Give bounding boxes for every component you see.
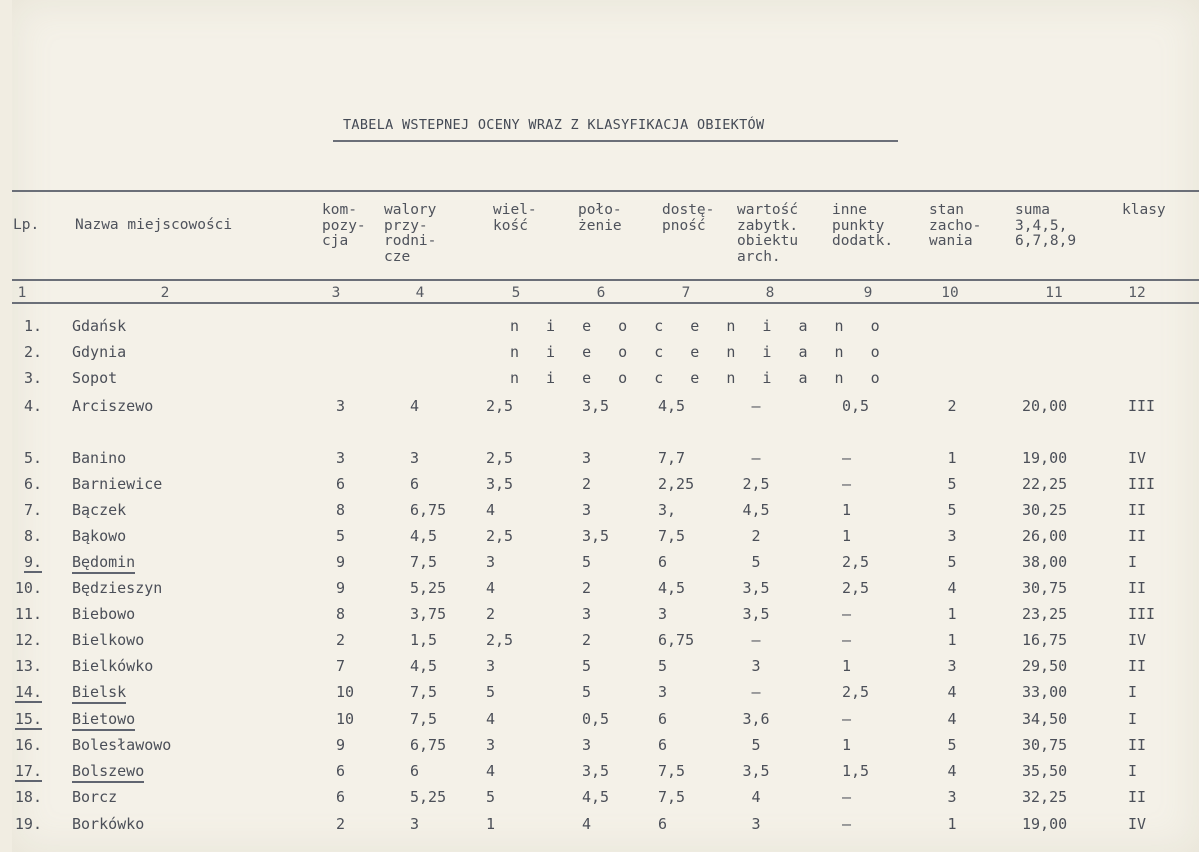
cell-c11: 19,00 — [1022, 449, 1068, 467]
numbering-bottom-rule — [12, 302, 1199, 304]
cell-c6: 2 — [582, 631, 592, 649]
cell-c11: 16,75 — [1022, 631, 1068, 649]
cell-c8: 2 — [751, 527, 761, 545]
cell-c9: – — [842, 788, 852, 806]
cell-c8: – — [751, 683, 761, 701]
cell-c7: 7,5 — [658, 762, 686, 780]
cell-c8: 3 — [751, 657, 761, 675]
cell-c5: 2 — [486, 605, 496, 623]
cell-c10: 1 — [947, 815, 957, 833]
row-number: 13. — [14, 657, 42, 675]
column-header: suma 3,4,5, 6,7,8,9 — [1015, 202, 1077, 249]
column-number: 9 — [863, 285, 873, 301]
cell-c3: 2 — [336, 815, 346, 833]
row-number: 15. — [14, 710, 42, 728]
cell-c7: 7,7 — [658, 449, 686, 467]
cell-c4: 1,5 — [410, 631, 438, 649]
cell-c12: I — [1128, 710, 1138, 728]
cell-c8: 3,5 — [742, 762, 770, 780]
cell-c12: I — [1128, 762, 1138, 780]
cell-c6: 4,5 — [582, 788, 610, 806]
column-header: klasy — [1122, 202, 1166, 218]
cell-c9: 1,5 — [842, 762, 870, 780]
cell-c3: 10 — [336, 710, 355, 728]
cell-c8: 4,5 — [742, 501, 770, 519]
place-name: Barniewice — [72, 475, 163, 493]
cell-c3: 8 — [336, 605, 346, 623]
cell-c10: 5 — [947, 501, 957, 519]
cell-c9: 2,5 — [842, 683, 870, 701]
cell-c11: 30,25 — [1022, 501, 1068, 519]
cell-c10: 1 — [947, 631, 957, 649]
cell-c12: I — [1128, 683, 1138, 701]
cell-c11: 20,00 — [1022, 397, 1068, 415]
column-header: dostę- pność — [662, 202, 715, 234]
cell-c5: 3 — [486, 736, 496, 754]
cell-c4: 3,75 — [410, 605, 447, 623]
cell-c11: 33,00 — [1022, 683, 1068, 701]
cell-c4: 4,5 — [410, 527, 438, 545]
cell-c8: 3,5 — [742, 579, 770, 597]
cell-c4: 3 — [410, 815, 420, 833]
row-number: 11. — [14, 605, 42, 623]
cell-c3: 10 — [336, 683, 355, 701]
cell-c10: 1 — [947, 605, 957, 623]
column-number: 11 — [1045, 285, 1063, 301]
cell-c6: 5 — [582, 553, 592, 571]
cell-c3: 9 — [336, 736, 346, 754]
cell-c5: 4 — [486, 710, 496, 728]
cell-c7: 2,25 — [658, 475, 695, 493]
cell-c6: 5 — [582, 657, 592, 675]
cell-c9: – — [842, 605, 852, 623]
cell-c3: 9 — [336, 579, 346, 597]
cell-c6: 0,5 — [582, 710, 610, 728]
place-name: Biebowo — [72, 605, 136, 623]
cell-c12: II — [1128, 579, 1147, 597]
cell-c5: 2,5 — [486, 631, 514, 649]
cell-c9: 1 — [842, 527, 852, 545]
cell-c5: 4 — [486, 762, 496, 780]
not-rated-note: n i e o c e n i a n o — [510, 317, 889, 335]
cell-c10: 4 — [947, 579, 957, 597]
cell-c12: II — [1128, 657, 1147, 675]
cell-c11: 30,75 — [1022, 736, 1068, 754]
cell-c4: 6,75 — [410, 736, 447, 754]
cell-c6: 3 — [582, 501, 592, 519]
cell-c8: 2,5 — [742, 475, 770, 493]
column-number: 12 — [1128, 285, 1146, 301]
column-header: wartość zabytk. obiektu arch. — [737, 202, 799, 265]
cell-c7: 4,5 — [658, 397, 686, 415]
cell-c8: 5 — [751, 553, 761, 571]
cell-c7: 3, — [658, 501, 677, 519]
column-header: inne punkty dodatk. — [832, 202, 894, 249]
cell-c12: II — [1128, 788, 1147, 806]
document-title: TABELA WSTEPNEJ OCENY WRAZ Z KLASYFIKACJA OBIEKTÓW — [343, 117, 765, 133]
cell-c6: 3,5 — [582, 397, 610, 415]
cell-c10: 2 — [947, 397, 957, 415]
cell-c6: 3 — [582, 449, 592, 467]
cell-c12: II — [1128, 527, 1147, 545]
cell-c11: 30,75 — [1022, 579, 1068, 597]
cell-c9: – — [842, 815, 852, 833]
cell-c7: 3 — [658, 605, 668, 623]
row-number: 1. — [23, 317, 42, 335]
row-number: 12. — [14, 631, 42, 649]
column-number: 8 — [765, 285, 775, 301]
cell-c8: – — [751, 631, 761, 649]
row-number: 3. — [23, 369, 42, 387]
cell-c3: 8 — [336, 501, 346, 519]
cell-c10: 3 — [947, 527, 957, 545]
cell-c11: 32,25 — [1022, 788, 1068, 806]
cell-c3: 7 — [336, 657, 346, 675]
not-rated-note: n i e o c e n i a n o — [510, 369, 889, 387]
cell-c11: 34,50 — [1022, 710, 1068, 728]
place-name: Bolesławowo — [72, 736, 172, 754]
cell-c10: 4 — [947, 762, 957, 780]
cell-c4: 7,5 — [410, 683, 438, 701]
cell-c10: 3 — [947, 657, 957, 675]
table-top-rule — [12, 190, 1199, 192]
row-number: 8. — [23, 527, 42, 545]
cell-c7: 6 — [658, 736, 668, 754]
column-number: 5 — [511, 285, 521, 301]
place-name: Gdynia — [72, 343, 127, 361]
row-number: 5. — [23, 449, 42, 467]
row-number: 14. — [14, 683, 42, 701]
place-name: Bąkowo — [72, 527, 127, 545]
cell-c3: 3 — [336, 397, 346, 415]
cell-c3: 3 — [336, 449, 346, 467]
column-number: 2 — [160, 285, 170, 301]
cell-c6: 3 — [582, 605, 592, 623]
cell-c7: 6 — [658, 815, 668, 833]
cell-c6: 4 — [582, 815, 592, 833]
cell-c12: IV — [1128, 449, 1147, 467]
cell-c11: 19,00 — [1022, 815, 1068, 833]
cell-c3: 5 — [336, 527, 346, 545]
cell-c5: 4 — [486, 579, 496, 597]
cell-c3: 6 — [336, 475, 346, 493]
cell-c6: 2 — [582, 579, 592, 597]
cell-c5: 2,5 — [486, 397, 514, 415]
place-name: Bielsk — [72, 683, 126, 704]
row-number: 4. — [23, 397, 42, 415]
place-name: Bietowo — [72, 710, 135, 731]
place-name: Będzieszyn — [72, 579, 163, 597]
cell-c10: 5 — [947, 553, 957, 571]
cell-c4: 7,5 — [410, 553, 438, 571]
column-number: 7 — [681, 285, 691, 301]
place-name: Banino — [72, 449, 127, 467]
column-header: Nazwa miejscowości — [75, 217, 233, 233]
column-number: 6 — [596, 285, 606, 301]
cell-c9: – — [842, 710, 852, 728]
cell-c9: – — [842, 631, 852, 649]
place-name: Arciszewo — [72, 397, 154, 415]
cell-c9: 1 — [842, 501, 852, 519]
row-number: 10. — [14, 579, 42, 597]
place-name: Będomin — [72, 553, 135, 574]
cell-c4: 4 — [410, 397, 420, 415]
cell-c12: III — [1128, 397, 1156, 415]
place-name: Bączek — [72, 501, 127, 519]
cell-c12: IV — [1128, 631, 1147, 649]
cell-c7: 5 — [658, 657, 668, 675]
cell-c5: 2,5 — [486, 527, 514, 545]
row-number: 6. — [23, 475, 42, 493]
cell-c4: 5,25 — [410, 788, 447, 806]
cell-c9: 2,5 — [842, 553, 870, 571]
cell-c9: 0,5 — [842, 397, 870, 415]
cell-c7: 3 — [658, 683, 668, 701]
cell-c6: 2 — [582, 475, 592, 493]
cell-c4: 6,75 — [410, 501, 447, 519]
cell-c11: 23,25 — [1022, 605, 1068, 623]
cell-c11: 26,00 — [1022, 527, 1068, 545]
row-number: 18. — [14, 788, 42, 806]
column-number: 3 — [331, 285, 341, 301]
cell-c9: – — [842, 449, 852, 467]
cell-c9: 1 — [842, 736, 852, 754]
place-name: Bolszewo — [72, 762, 144, 783]
cell-c12: I — [1128, 553, 1138, 571]
cell-c7: 6,75 — [658, 631, 695, 649]
cell-c3: 2 — [336, 631, 346, 649]
cell-c12: III — [1128, 605, 1156, 623]
place-name: Bielkówko — [72, 657, 154, 675]
cell-c7: 7,5 — [658, 527, 686, 545]
cell-c9: 1 — [842, 657, 852, 675]
cell-c7: 6 — [658, 553, 668, 571]
cell-c5: 5 — [486, 683, 496, 701]
place-name: Borkówko — [72, 815, 145, 833]
cell-c12: II — [1128, 501, 1147, 519]
cell-c5: 2,5 — [486, 449, 514, 467]
title-underline — [333, 140, 898, 142]
cell-c8: 3 — [751, 815, 761, 833]
cell-c4: 6 — [410, 762, 420, 780]
place-name: Gdańsk — [72, 317, 127, 335]
cell-c3: 9 — [336, 553, 346, 571]
cell-c11: 29,50 — [1022, 657, 1068, 675]
cell-c11: 22,25 — [1022, 475, 1068, 493]
cell-c7: 6 — [658, 710, 668, 728]
cell-c8: 5 — [751, 736, 761, 754]
row-number: 19. — [14, 815, 42, 833]
cell-c6: 3,5 — [582, 762, 610, 780]
cell-c10: 5 — [947, 736, 957, 754]
column-header: walory przy- rodni- cze — [384, 202, 437, 265]
row-number: 9. — [23, 553, 42, 571]
cell-c4: 5,25 — [410, 579, 447, 597]
column-header: stan zacho- wania — [929, 202, 982, 249]
cell-c3: 6 — [336, 762, 346, 780]
cell-c3: 6 — [336, 788, 346, 806]
cell-c12: IV — [1128, 815, 1147, 833]
cell-c12: III — [1128, 475, 1156, 493]
cell-c9: 2,5 — [842, 579, 870, 597]
cell-c6: 5 — [582, 683, 592, 701]
row-number: 2. — [23, 343, 42, 361]
cell-c5: 1 — [486, 815, 496, 833]
cell-c10: 4 — [947, 683, 957, 701]
row-number: 16. — [14, 736, 42, 754]
cell-c4: 6 — [410, 475, 420, 493]
cell-c8: – — [751, 397, 761, 415]
cell-c8: – — [751, 449, 761, 467]
column-number: 4 — [415, 285, 425, 301]
column-number: 10 — [941, 285, 959, 301]
place-name: Bielkowo — [72, 631, 145, 649]
header-bottom-rule — [12, 279, 1199, 281]
cell-c6: 3,5 — [582, 527, 610, 545]
cell-c6: 3 — [582, 736, 592, 754]
cell-c8: 3,6 — [742, 710, 770, 728]
cell-c5: 3,5 — [486, 475, 514, 493]
cell-c4: 4,5 — [410, 657, 438, 675]
cell-c8: 3,5 — [742, 605, 770, 623]
cell-c10: 1 — [947, 449, 957, 467]
row-number: 7. — [23, 501, 42, 519]
cell-c11: 38,00 — [1022, 553, 1068, 571]
cell-c4: 3 — [410, 449, 420, 467]
column-number: 1 — [17, 285, 27, 301]
not-rated-note: n i e o c e n i a n o — [510, 343, 889, 361]
cell-c5: 5 — [486, 788, 496, 806]
cell-c5: 3 — [486, 657, 496, 675]
cell-c10: 3 — [947, 788, 957, 806]
row-number: 17. — [14, 762, 42, 780]
column-header: poło- żenie — [578, 202, 622, 234]
cell-c10: 4 — [947, 710, 957, 728]
place-name: Sopot — [72, 369, 118, 387]
column-header: kom- pozy- cja — [322, 202, 366, 249]
cell-c8: 4 — [751, 788, 761, 806]
cell-c11: 35,50 — [1022, 762, 1068, 780]
column-header: Lp. — [13, 217, 40, 233]
cell-c7: 7,5 — [658, 788, 686, 806]
cell-c7: 4,5 — [658, 579, 686, 597]
cell-c5: 3 — [486, 553, 496, 571]
cell-c4: 7,5 — [410, 710, 438, 728]
column-header: wiel- kość — [493, 202, 537, 234]
cell-c9: – — [842, 475, 852, 493]
cell-c5: 4 — [486, 501, 496, 519]
cell-c12: II — [1128, 736, 1147, 754]
cell-c10: 5 — [947, 475, 957, 493]
place-name: Borcz — [72, 788, 118, 806]
